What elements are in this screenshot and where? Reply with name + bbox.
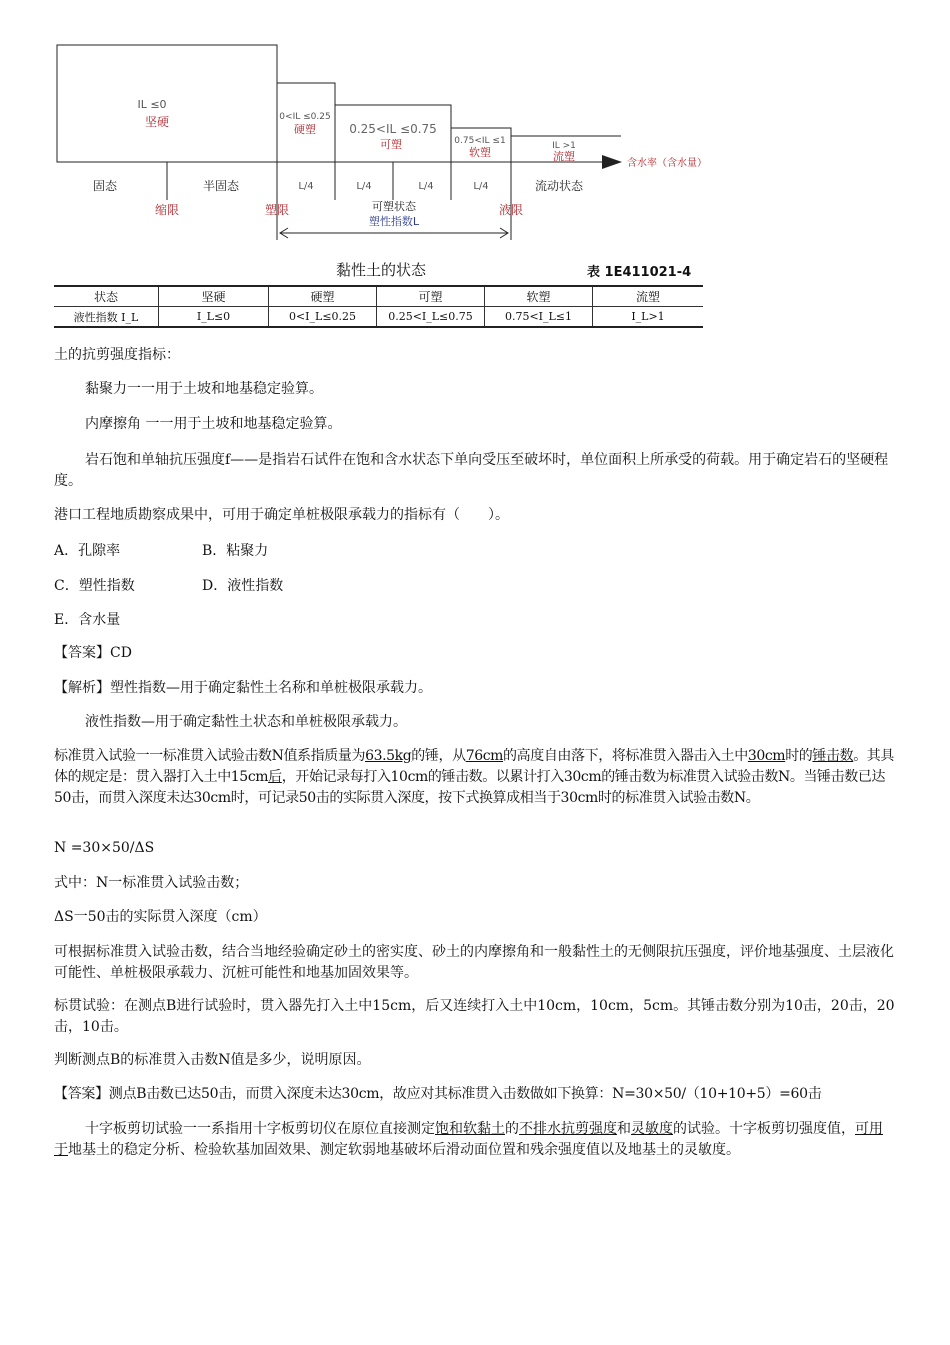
vst-text: 的试验。十字板剪切强度值， bbox=[673, 1121, 855, 1137]
state-solid: 固态 bbox=[92, 179, 118, 193]
table-number: 表 1E411021-4 bbox=[587, 265, 692, 280]
spt-text: 标准贯入试验一一标准贯入试验击数N值系指质量为 bbox=[54, 748, 366, 764]
answer-2: 【答案】测点B击数已达50击，而贯入深度未达30cm，故应对其标准贯入击数做如下换算：N=30×50/（10+10+5）=60击 bbox=[54, 1086, 822, 1102]
liquid-limit: 液限 bbox=[498, 203, 524, 217]
table-header-cell: 软塑 bbox=[485, 286, 593, 307]
table-title: 黏性土的状态 bbox=[336, 261, 427, 279]
spt-after: 后 bbox=[268, 769, 282, 785]
moisture-axis-label: 含水率（含水量） bbox=[627, 158, 707, 169]
flow-name: 流塑 bbox=[553, 150, 575, 163]
spt-text: 的高度自由落下，将标准贯入器击入土中 bbox=[503, 748, 748, 764]
rock-strength-paragraph: 岩石饱和单轴抗压强度f——是指岩石试件在饱和含水状态下单向受压至破坏时，单位面积上所承受的荷载。用于确定岩石的坚硬程度。 bbox=[54, 452, 889, 489]
plasticity-index-label: 塑性指数L bbox=[368, 215, 420, 228]
vst-soft-clay: 饱和软黏土 bbox=[435, 1121, 505, 1137]
table-header-cell: 可塑 bbox=[377, 286, 485, 307]
table-cell: 0<I_L≤0.25 bbox=[269, 307, 377, 328]
quarter-2: L/4 bbox=[356, 181, 372, 192]
soft-name: 软塑 bbox=[469, 146, 491, 159]
cohesion-line: 黏聚力一一用于土坡和地基稳定验算。 bbox=[85, 381, 323, 397]
table-header-cell: 硬塑 bbox=[269, 286, 377, 307]
spt-text: 。其具体的规定是：贯入器打入土中15cm bbox=[54, 748, 895, 785]
vst-sensitivity: 灵敏度 bbox=[631, 1121, 673, 1137]
question-2-ask: 判断测点B的标准贯入击数N值是多少，说明原因。 bbox=[54, 1052, 371, 1068]
vst-text: 的 bbox=[505, 1121, 519, 1137]
table-cell: 液性指数 I_L bbox=[54, 307, 159, 328]
vst-undrained-strength: 不排水抗剪强度 bbox=[519, 1121, 617, 1137]
stiff-range-label: 0<IL ≤0.25 bbox=[279, 112, 331, 122]
quarter-4: L/4 bbox=[473, 181, 489, 192]
table-cell: 0.25<I_L≤0.75 bbox=[377, 307, 485, 328]
quarter-3: L/4 bbox=[418, 181, 434, 192]
spt-height: 76cm bbox=[465, 748, 504, 764]
formula-where-1: 式中：N一标准贯入试验击数； bbox=[54, 875, 249, 891]
vst-text: 地基土的稳定分析、检验软基加固效果、测定软弱地基破坏后滑动面位置和残余强度值以及地基土的灵敏度。 bbox=[68, 1142, 740, 1158]
question-2: 标贯试验：在测点B进行试验时，贯入器先打入土中15cm，后又连续打入土中10cm，10cm，5cm。其锤击数分别为10击，20击，20击，10击。 bbox=[54, 998, 895, 1035]
spt-text: ，开始记录每打入10cm的锤击数。以累计打入30cm的锤击数为标准贯入试验击数N。当锤击数已达50击，而贯入深度未达30cm时，可记录50击的实际贯入深度，按下式换算成相当于30cm时的标准贯入试验击数N。 bbox=[54, 769, 886, 806]
vst-text: 和 bbox=[617, 1121, 631, 1137]
spt-blow-count: 锤击数 bbox=[812, 748, 854, 764]
spt-usage-paragraph: 可根据标准贯入试验击数，结合当地经验确定砂土的密实度、砂土的内摩擦角和一般黏性土的无侧限抗压强度，评价地基强度、土层液化可能性、单桩极限承载力、沉桩可能性和地基加固效果等。 bbox=[54, 944, 894, 981]
quarter-1: L/4 bbox=[298, 181, 314, 192]
state-flow: 流动状态 bbox=[534, 179, 584, 193]
shear-strength-heading: 土的抗剪强度指标： bbox=[54, 347, 180, 363]
vst-usable-for: 可用于 bbox=[54, 1121, 883, 1158]
axis-arrowhead bbox=[602, 155, 622, 169]
box-hard bbox=[57, 45, 277, 162]
option-a: A．孔隙率 bbox=[54, 543, 121, 559]
table-cell: 0.75<I_L≤1 bbox=[485, 307, 593, 328]
plastic-limit: 塑限 bbox=[264, 203, 290, 217]
option-d: D．液性指数 bbox=[202, 578, 284, 594]
state-semisolid: 半固态 bbox=[202, 179, 240, 193]
question-1: 港口工程地质勘察成果中，可用于确定单桩极限承载力的指标有（ ）。 bbox=[54, 507, 509, 523]
spt-text: 时的 bbox=[785, 748, 813, 764]
friction-angle-line: 内摩擦角 一一用于土坡和地基稳定验算。 bbox=[85, 416, 342, 432]
table-cell: I_L>1 bbox=[593, 307, 704, 328]
table-header-cell: 坚硬 bbox=[159, 286, 269, 307]
table-header-cell: 流塑 bbox=[593, 286, 704, 307]
explanation-2: 液性指数—用于确定黏性土状态和单桩极限承载力。 bbox=[85, 714, 407, 730]
option-b: B．粘聚力 bbox=[202, 543, 269, 559]
formula-where-2: ΔS一50击的实际贯入深度（cm） bbox=[54, 909, 267, 925]
vane-shear-paragraph bbox=[54, 1119, 896, 1161]
soft-range-label: 0.75<IL ≤1 bbox=[454, 136, 506, 146]
table-row bbox=[54, 307, 703, 328]
hard-range-label: IL ≤0 bbox=[137, 98, 167, 111]
table-cell: I_L≤0 bbox=[159, 307, 269, 328]
plastic-range-label: 0.25<IL ≤0.75 bbox=[349, 122, 437, 136]
answer-1: 【答案】CD bbox=[54, 645, 132, 661]
vst-text: 十字板剪切试验一一系指用十字板剪切仪在原位直接测定 bbox=[85, 1121, 435, 1137]
formula: N =30×50/ΔS bbox=[54, 840, 155, 856]
soil-state-diagram bbox=[54, 40, 714, 240]
hard-name: 坚硬 bbox=[144, 115, 170, 129]
spt-text: 的锤，从 bbox=[411, 748, 466, 764]
stiff-name: 硬塑 bbox=[294, 123, 316, 136]
explanation-1: 【解析】塑性指数—用于确定黏性土名称和单桩极限承载力。 bbox=[54, 680, 432, 696]
plastic-name: 可塑 bbox=[380, 138, 402, 151]
spt-depth: 30cm bbox=[747, 748, 786, 764]
flow-range-label: IL >1 bbox=[552, 141, 576, 151]
table-header-cell: 状态 bbox=[54, 286, 159, 307]
spt-paragraph bbox=[54, 746, 896, 809]
option-c: C．塑性指数 bbox=[54, 578, 135, 594]
option-e: E．含水量 bbox=[54, 612, 121, 628]
soil-state-table bbox=[54, 285, 703, 328]
spt-mass: 63.5kg bbox=[365, 748, 412, 764]
table-header-row bbox=[54, 286, 703, 307]
state-plastic: 可塑状态 bbox=[372, 200, 416, 213]
shrinkage-limit: 缩限 bbox=[154, 203, 180, 217]
